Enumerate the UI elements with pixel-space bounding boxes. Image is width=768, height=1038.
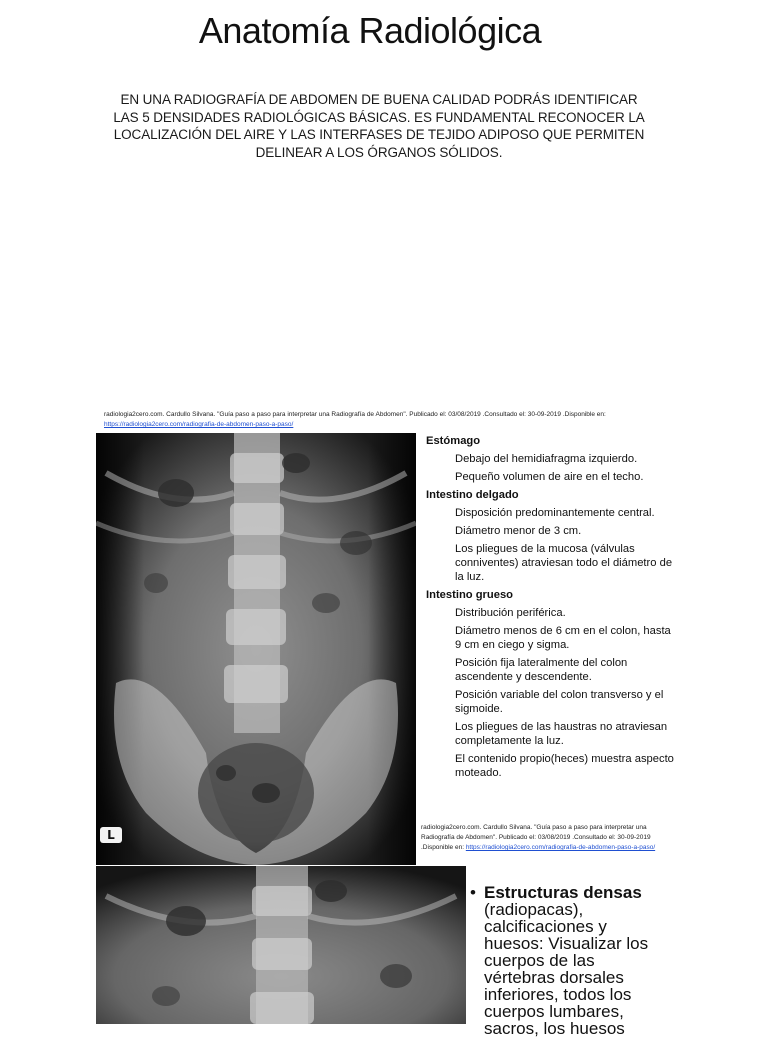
section-title-intestino-grueso: Intestino grueso [426,589,514,601]
citation-top [104,410,644,430]
bullet-body-text: (radiopacas), calcificaciones y huesos: Visualizar los cuerpos de las vértebras dorsales inferiores, todos los cuerpos lumbares, sacros, los huesos [484,900,649,1038]
finding-item: Posición variable del colon transverso y el sigmoide. [455,689,664,715]
finding-item: Los pliegues de la mucosa (válvulas conniventes) atraviesan todo el diámetro de la luz. [455,543,673,583]
xray-illustration [96,433,416,865]
citation-mid-link[interactable]: https://radiologia2cero.com/radiografia-de-abdomen-paso-a-paso/ [465,844,656,851]
finding-item: Los pliegues de las haustras no atraviesan completamente la luz. [455,721,668,747]
bullet-bold-text: Estructuras densas [484,883,642,902]
xray-illustration-2 [96,866,466,1024]
finding-item: El contenido propio(heces) muestra aspecto moteado. [455,753,674,779]
section-title-estomago: Estómago [426,435,481,447]
abdominal-xray-image-2 [96,866,466,1024]
finding-item: Posición fija lateralmente del colon ascendente y descendente. [455,657,628,683]
finding-item: Distribución periférica. [455,607,566,619]
abdominal-xray-image [96,433,416,865]
intro-paragraph: EN UNA RADIOGRAFÍA DE ABDOMEN DE BUENA CALIDAD PODRÁS IDENTIFICAR LAS 5 DENSIDADES RADIOLÓGICAS BÁSICAS. ES FUNDAMENTAL RECONOCER LA LOCALIZACIÓN DEL AIRE Y LAS INTERFASES DE TEJIDO ADIPOSO QUE PERMITEN DELINEAR A LOS ÓRGANOS SÓLIDOS. [113,92,645,160]
findings-section [420,488,674,584]
findings-section [420,588,674,780]
xray-side-marker: L [100,827,122,843]
citation-top-link[interactable]: https://radiologia2cero.com/radiografia-de-abdomen-paso-a-paso/ [104,421,294,428]
finding-item: Disposición predominantemente central. [455,507,655,519]
findings-list [420,434,674,784]
findings-section [420,434,674,484]
finding-item: Diámetro menor de 3 cm. [455,525,582,537]
bullet-dot: • [470,883,476,902]
bullet-panel [470,884,660,1037]
finding-item: Debajo del hemidiafragma izquierdo. [455,453,638,465]
page-title: Anatomía Radiológica [198,10,542,51]
citation-mid [421,823,661,853]
bullet-text [484,884,660,1037]
citation-top-text: radiologia2cero.com. Cardullo Silvana. "Guía paso a paso para interpretar una Radiografía de Abdomen". Publicado el: 03/08/2019 .Consultado el: 30-09-2019 .Disponible en: [104,411,606,418]
finding-item: Diámetro menos de 6 cm en el colon, hasta 9 cm en ciego y sigma. [455,625,671,651]
section-title-intestino-delgado: Intestino delgado [426,489,519,501]
citation-mid-text: radiologia2cero.com. Cardullo Silvana. "Guía paso a paso para interpretar una Radiografía de Abdomen". Publicado el: 03/08/2019 .Consultado el: 30-09-2019 .Disponible en: [421,824,651,851]
finding-item: Pequeño volumen de aire en el techo. [455,471,644,483]
